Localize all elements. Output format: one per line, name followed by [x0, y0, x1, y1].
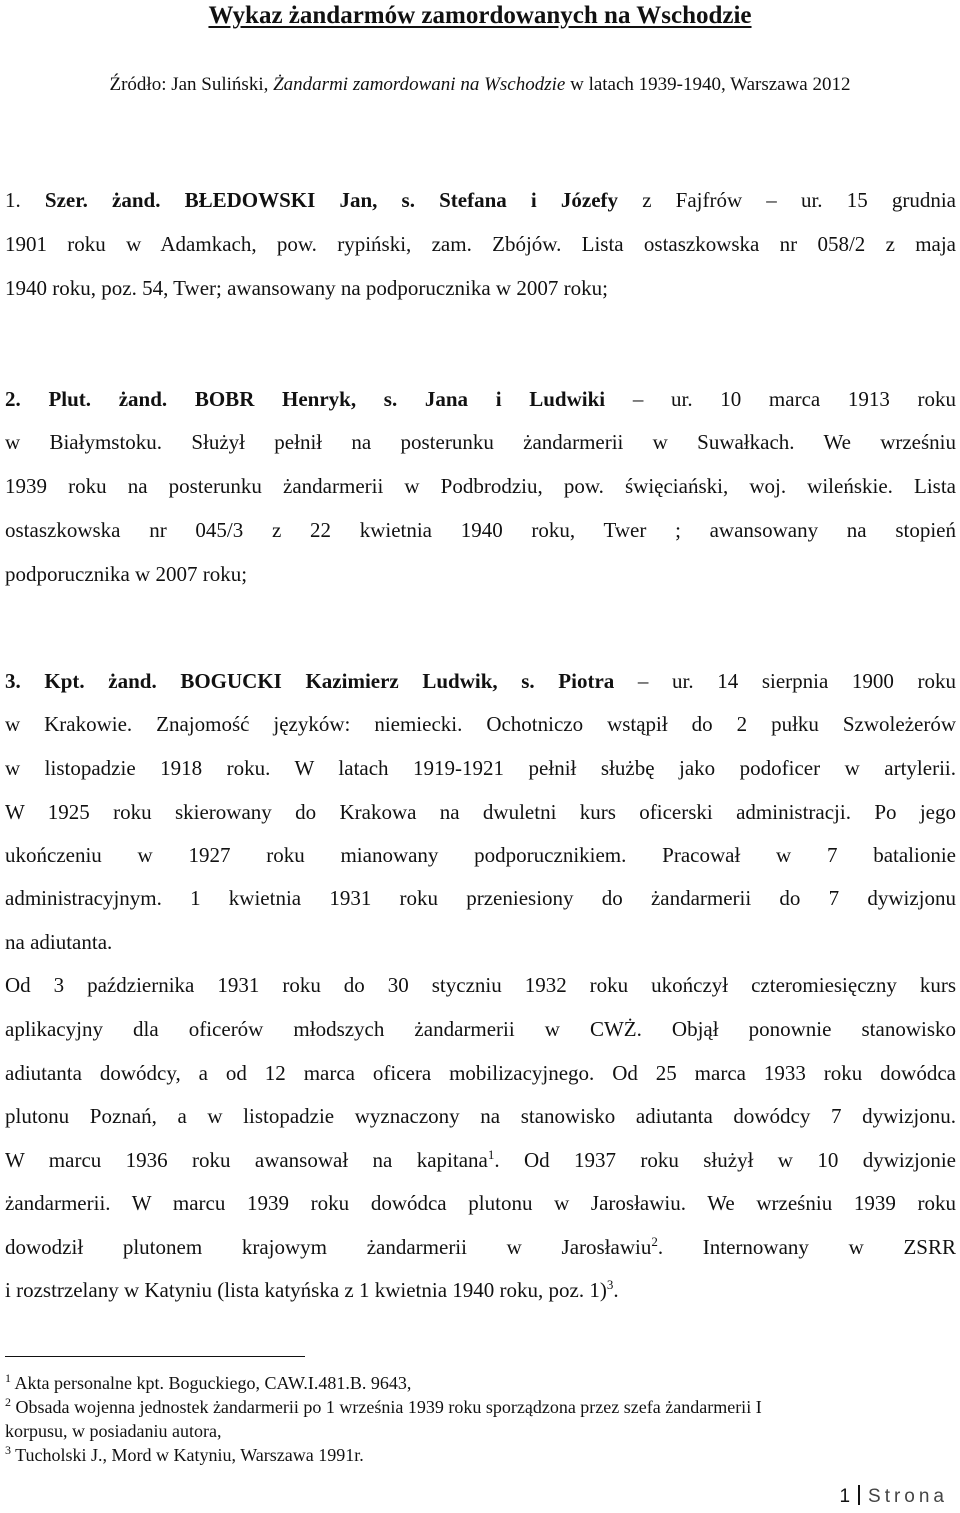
text-segment: – ur. 14 sierpnia 1900 roku: [637, 669, 957, 693]
page-number-label: Strona: [868, 1486, 948, 1507]
text-segment: – ur. 10 marca 1913 roku: [632, 387, 957, 411]
text-segment: 2.: [5, 387, 21, 411]
footnote: [5, 1420, 956, 1442]
text-segment: żand.: [118, 387, 168, 411]
source-book-title: Żandarmi zamordowani na Wschodzie: [273, 74, 566, 95]
footnote-ref: 2: [651, 1234, 658, 1249]
text-segment: . Od 1937 roku służył w 10 dywizjonie: [494, 1148, 957, 1172]
entry-3-line: [5, 841, 956, 869]
page-number-value: 1: [839, 1486, 851, 1507]
entry-3-line: [5, 667, 956, 695]
text-segment: 1940 roku, poz. 54, Twer; awansowany na podporucznika w 2007 roku;: [5, 276, 608, 300]
entry-3-line: [5, 1189, 956, 1217]
page-number: [839, 1485, 948, 1508]
footnote-number: 1: [5, 1371, 11, 1385]
text-segment: Kpt.: [44, 669, 85, 693]
text-segment: 3.: [5, 669, 21, 693]
text-segment: w Białymstoku. Służył pełnił na posterunku żandarmerii w Suwałkach. We wrześniu: [5, 430, 956, 454]
text-segment: W 1925 roku skierowany do Krakowa na dwuletni kurs oficerski administracji. Po jego: [5, 800, 956, 824]
footnote: [5, 1444, 956, 1466]
text-segment: BOBR Henryk, s. Jana i Ludwiki: [194, 387, 606, 411]
footnote: [5, 1372, 956, 1394]
page-title: Wykaz żandarmów zamordowanych na Wschodzie: [208, 2, 752, 29]
footnote-text: Obsada wojenna jednostek żandarmerii po 1 września 1939 roku sporządzona przez szefa żandarmerii I: [11, 1397, 762, 1417]
text-segment: 1901 roku w Adamkach, pow. rypiński, zam. Zbójów. Lista ostaszkowska nr 058/2 z maja: [5, 232, 956, 256]
text-segment: adiutanta dowódcy, a od 12 marca oficera mobilizacyjnego. Od 25 marca 1933 roku dowódca: [5, 1061, 956, 1085]
source-prefix: Źródło: Jan Suliński,: [109, 74, 274, 95]
text-segment: ukończeniu w 1927 roku mianowany podporucznikiem. Pracował w 7 batalionie: [5, 843, 956, 867]
entry-3-line: [5, 1276, 956, 1304]
text-segment: ostaszkowska nr 045/3 z 22 kwietnia 1940 roku, Twer ; awansowany na stopień: [5, 518, 956, 542]
footnote-separator: [5, 1356, 305, 1357]
text-segment: Szer. żand. BŁEDOWSKI Jan, s. Stefana i Józefy: [44, 188, 619, 212]
entry-3-line: [5, 971, 956, 999]
text-segment: . Internowany w ZSRR: [657, 1235, 956, 1259]
text-segment: administracyjnym. 1 kwietnia 1931 roku przeniesiony do żandarmerii do 7 dywizjonu: [5, 886, 956, 910]
entry-2-line: [5, 560, 956, 588]
entry-2-line: [5, 516, 956, 544]
text-segment: żandarmerii. W marcu 1939 roku dowódca plutonu w Jarosławiu. We wrześniu 1939 roku: [5, 1191, 956, 1215]
footnote-number: 2: [5, 1395, 11, 1409]
entry-3-line: [5, 884, 956, 912]
text-segment: aplikacyjny dla oficerów młodszych żandarmerii w CWŻ. Objął ponownie stanowisko: [5, 1017, 956, 1041]
text-segment: z Fajfrów – ur. 15 grudnia: [642, 188, 956, 212]
footnote-number: 3: [5, 1443, 11, 1457]
text-segment: 1.: [5, 188, 21, 212]
text-segment: podporucznika w 2007 roku;: [5, 562, 248, 586]
entry-3-line: [5, 754, 956, 782]
entry-1-line: [5, 230, 956, 258]
text-segment: Plut.: [48, 387, 92, 411]
text-segment: plutonu Poznań, a w listopadzie wyznaczony na stanowisko adiutanta dowódcy 7 dywizjonu.: [5, 1104, 956, 1128]
page-number-divider: [858, 1485, 860, 1505]
text-segment: W marcu 1936 roku awansował na kapitana: [5, 1148, 488, 1172]
entry-3-line: [5, 1146, 956, 1174]
entry-1-line: [5, 186, 956, 214]
entry-3-line: [5, 710, 956, 738]
entry-3-line: [5, 798, 956, 826]
entry-3-line: [5, 1102, 956, 1130]
footnote-text: Akta personalne kpt. Boguckiego, CAW.I.481.B. 9643,: [11, 1373, 412, 1393]
footnote-text: Tucholski J., Mord w Katyniu, Warszawa 1991r.: [11, 1445, 364, 1465]
entry-3-line: [5, 1015, 956, 1043]
text-segment: BOGUCKI Kazimierz Ludwik, s. Piotra: [180, 669, 615, 693]
text-segment: na adiutanta.: [5, 930, 113, 954]
entry-3-line: [5, 1233, 956, 1261]
footnote-text: korpusu, w posiadaniu autora,: [5, 1421, 222, 1441]
text-segment: w listopadzie 1918 roku. W latach 1919-1921 pełnił służbę jako podoficer w artylerii.: [5, 756, 956, 780]
entry-3-line: [5, 1059, 956, 1087]
entry-2-line: [5, 428, 956, 456]
entry-1-line: [5, 274, 956, 302]
entry-2-line: [5, 472, 956, 500]
footnote: [5, 1396, 956, 1418]
text-segment: 1939 roku na posterunku żandarmerii w Podbrodziu, pow. święciański, woj. wileńskie. Lista: [5, 474, 956, 498]
text-segment: i rozstrzelany w Katyniu (lista katyńska z 1 kwietnia 1940 roku, poz. 1): [5, 1278, 607, 1302]
text-segment: w Krakowie. Znajomość języków: niemiecki. Ochotniczo wstąpił do 2 pułku Szwoleżerów: [5, 712, 956, 736]
text-segment: Od 3 października 1931 roku do 30 styczniu 1932 roku ukończył czteromiesięczny kurs: [5, 973, 956, 997]
source-citation: [0, 74, 960, 96]
text-segment: dowodził plutonem krajowym żandarmerii w Jarosławiu: [5, 1235, 652, 1259]
text-segment: żand.: [108, 669, 157, 693]
footnote-ref: 1: [487, 1147, 495, 1162]
entry-2-line: [5, 385, 956, 413]
text-segment: .: [613, 1278, 619, 1302]
entry-3-line: [5, 928, 956, 956]
source-suffix: w latach 1939-1940, Warszawa 2012: [565, 74, 851, 95]
footnote-ref: 3: [606, 1277, 614, 1292]
